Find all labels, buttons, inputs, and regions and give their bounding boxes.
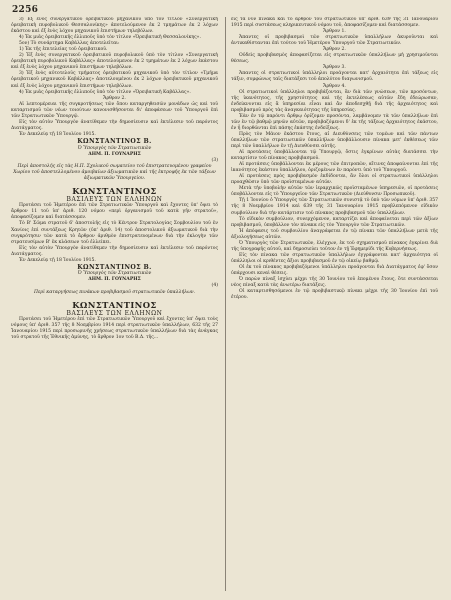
paragraph: Μετὰ τὴν ὑποβολὴν αὐτῶν τῶν ἱεραρχικῶς προϊσταμένων ὑπηρεσιῶν, οἱ προτάσεις ὑποβάλλονται εἰς τὸ Ὑπουργεῖον τῶν Στρατιωτικῶν (Διεύθυνσιν Προσωπικοῦ). [231, 186, 438, 198]
paragraph: Τὸ Β' Σῶμα στρατοῦ 6' ἀποστολῆς εἰς τὸ Κέντρον Στρατολογίας Σομβουλίου τοῦ ἐν Χανίοις ἐπὶ συντάξεως Κρητῶν (ὑπ' ἀριθ. 14) τοῦ ἀποστολικοῦ ἀξιωματικοῦ διὰ τὴν συγκρότησιν τῶν κατὰ τὸ ἄρθρον ἀριθμὸν ἐπιστρατευομένων διὰ τὴν ἐκλογὴν τῶν στρατευσίμων Β' ἐκ κλάσεων τοῦ ἐλλείπει. [11, 221, 218, 245]
paragraph: Τῇ 1 Ἰουνίου ὁ Ὑπουργὸς τῶν Στρατιωτικῶν συνιστᾷ τὸ ὑπὸ τῶν νόμων ὑπ' ἀριθ. 357 τῆς 8 Νοεμβρίου 1914 καὶ 639 τῆς 31 Ἰανουαρίου 1915 προβλεπόμενον εἰδικὸν συμβούλιον διὰ τὴν κατάρτισιν τοῦ πίνακος προβιβασμοῦ τῶν ὑπαλλήλων. [231, 198, 438, 216]
right-column [231, 17, 438, 593]
paragraph: 5ον) Τὸ συνάρτημα Καβάλλας ἀποτελεῖται: [19, 41, 120, 47]
paragraph: Οἱ στρατιωτικοὶ ὑπάλληλοι προβιβάζονται, ἂν διὰ τῶν γνώσεων, τῶν προσόντων, τῆς ἱκανότητος, τῆς χρηστότητος καὶ τῆς ἐκτελέσεως αὐτῶν ἔδη ἐδεώρωσαν, ἐνδείκνυνται εἰς ἃ ὑπηρεσίαι εἶναι καὶ ἄν ἀποδεσχθῇ διὰ τῆς ἀρχαιότητος καὶ προβιβασμοῦ πρὸς τὰς ἀναγκαιότητας τῆς ὑπηρεσίας. [231, 89, 438, 113]
paragraph: Οἱ καταρτισθησόμενοι ἐν τῷ προβιβαστικῷ πίνακι μέχρι τῆς 30 Ἰουνίου ἐπὶ τοῦ ἐτέρου. [231, 289, 438, 301]
article-heading: Ἄρθρον 2. [323, 47, 346, 53]
minister-signature: ΔΗΜ. Π. ΓΟΥΝΑΡΗΣ [88, 277, 141, 283]
paragraph: Οἱ ἐκ τοῦ πίνακος προβιβαζόμενοι ὑπάλληλοι προάγονται διὰ Διατάγματος ἐφ' ὅσον ὑπάρχουσι κεναὶ θέσεις. [231, 264, 438, 276]
king-subtitle: ΒΑΣΙΛΕΥΣ ΤΩΝ ΕΛΛΗΝΩΝ [66, 309, 163, 317]
article-heading: Ἄρθρον 4. [323, 83, 346, 89]
paragraph: Ἡ ἀπόφασις τοῦ συμβουλίου ἀναγράφεται ἐν τῷ πίνακι τῶν ὑπαλλήλων μετὰ τῆς ἀξιολογήσεως αὐτῶν. [231, 228, 438, 240]
king-name-heading: ΚΩΝΣΤΑΝΤΙΝΟΣ [72, 299, 157, 310]
minister-title: Ὁ Ὑπουργὸς τῶν Στρατιωτικῶν [77, 271, 152, 277]
paragraph: 4) Ἐκ μιᾶς ὀρειβατικῆς ἐλλιποῦς ὑπὸ τὸν τίτλον «Ὀρειβατικὴ Θεσσαλονίκης». [19, 35, 201, 41]
paragraph: Ἐὰν ἐν τῷ παρόντι ἄρθρῳ ὁρίζομεν προσόντα, λαμβάνομεν τὰ τῶν ὑπαλλήλων ἐπὶ τῶν ἐν τῷ βαθμῷ μηνῶν αὐτῶν, προβιβαζόμενοι δ' ἐκ τῆς τάξεως ἀρχαιότητος ἑκάστου, ἐν ἦ διορθῶνται ἐπὶ πάσης ἑκάστης ἐνδείξεως. [231, 113, 438, 131]
paragraph: Εἰς τὸν πίνακα τῶν στρατιωτικῶν ὑπαλλήλων ἐγγράφονται κατ' ἀρχαιότητα οἱ ὑπάλληλοι οἱ κριθέντες ἄξιοι προβιβασμοῦ ἐν τῷ οἰκείῳ βαθμῷ. [231, 252, 438, 264]
paragraph: Τὸ εἰδικὸν συμβούλιον, συνερχόμενον, καταρτίζει καὶ ἀποφαίνεται περὶ τῶν ἀξίων προβιβασμοῦ, ὑποβάλλον τὸν πίνακα εἰς τὸν Ὑπουργὸν τῶν Στρατιωτικῶν. [231, 216, 438, 228]
paragraph: 3) Ἐξ ἑνὸς συνεργατικοῦ ὀρειβατικοῦ μηχανικοῦ ὑπὸ τὸν τίτλον «Συνεργατικὴ ὀρειβατικὴ πυροβολικοῦ Θεσσαλονίκης» ἀποτελούμενον ἐκ 2 τμημάτων ἐκ 2 λόχων ἑκάστου καὶ ἐξ ἑνὸς λόχου μηχανικοῦ ἐπιστήμων τηλεβόλων. [11, 17, 218, 35]
paragraph: 3) Ἐξ ἑνὸς αὐτοτελοῦς τμήματος ὀρειβατικοῦ μηχανικοῦ ὑπὸ τὸν τίτλον «Τμῆμα ὀρειβατικοῦ μηχανικοῦ Καβάλλας» ἀποτελουμένου ἐκ 2 λόχων ὀρειβατικοῦ μηχανικοῦ καὶ ἐξ ἑνὸς λόχου μηχανικοῦ ἐπιστήμων τηλεβόλων. [11, 71, 218, 89]
paragraph: Οὐδεὶς προβιβασμὸς ἀποφασίζεται εἰς στρατιωτικῶν ὑπαλλήλων μὴ χρησιμοῦνται θέσεως. [231, 53, 438, 65]
paragraph: 4) Ἐκ μιᾶς ὀρειβατικῆς ἐλλιποῦς ὑπὸ τὸν τίτλον «Ὀρειβατικὴ Καβάλλας». [19, 89, 191, 95]
paragraph: Προτάσει τοῦ Ἡμετέρου ἐπὶ τῶν Στρατιωτικῶν Ὑπουργοῦ καὶ ἔχοντες ὑπ' ὄψει τὸ ἄρθρον 11 τοῦ ὑπ' ἀριθ. 120 νόμου «περὶ ὀργανισμοῦ τοῦ κατὰ γῆν στρατοῦ», ἀποφασίζομεν καὶ διατάσσομεν. [11, 203, 218, 221]
paragraph: Ἀπαντες οἱ προβιβασμοὶ τῶν στρατιωτικῶν ὑπαλλήλων ἀκυροῦνται καὶ ἀντικαθίστανται ἐπὶ τούτου τοῦ Ἡμετέρου Ὑπουργοῦ τῶν Στρατιωτικῶν. [231, 35, 438, 47]
article-heading: Ἄρθρον 2. [103, 95, 126, 101]
page-number: 2256 [12, 5, 39, 15]
paragraph: Ἀπαντες οἱ στρατιωτικοὶ ὑπάλληλοι προάγονται κατ' ἀρχαιότητα ἐπὶ τάξεως εἰς τάξιν, συμφώνως ταῖς διατάξεσι τοῦ ἀπολύτου διαγωνισμοῦ. [231, 71, 438, 83]
king-name-heading: ΚΩΝΣΤΑΝΤΙΝΟΣ [72, 185, 157, 196]
paragraph: Ὁ παρὼν πίναξ ἰσχύει μέχρι τῆς 30 Ἰουνίου τοῦ ἐπομένου ἔτους, ὅτε συντάσσεται νέος πίναξ κατὰ τὰς ἀνωτέρω διατάξεις. [231, 277, 438, 289]
minister-title: Ὁ Ὑπουργὸς τῶν Στρατιωτικῶν [77, 145, 152, 151]
paragraph: 1) Ἐκ τῆς ἐπιτελείας τοῦ ὀρειβατικοῦ. [19, 47, 108, 53]
article-heading: Ἄρθρον 3. [323, 65, 346, 71]
paragraph: Αἱ προτάσεις ὑποβάλλονται τῷ Ὑπουργῷ, ὅστις ἐγκρίνων αὐτὰς διατάσσει τὴν καταρτίσιν τοῦ πίνακος προβιβασμοῦ. [231, 150, 438, 162]
column-divider [225, 17, 226, 591]
minister-signature: ΔΗΜ. Π. ΓΟΥΝΑΡΗΣ [88, 151, 141, 157]
paragraph: Πρὸς τὸν Μάιον ἑκάστου ἔτους, αἱ Διευθύνσεις τῶν τομέων καὶ τῶν πάντων ὑπαλλήλων τῶν στρατιωτικῶν ὑπαλλήλων ὑποβάλλουσιν πίνακα μετ' ἐκθέσεως τῶν περὶ τῶν ὑπαλλήλων ἐν τῇ Διευθύνσει αὐτῆς. [231, 131, 438, 149]
decree-number: (3) [211, 157, 218, 163]
king-signature: ΚΩΝΣΤΑΝΤΙΝΟΣ Β. [77, 137, 152, 145]
decree-date: Ἐν Δεκελείᾳ τῇ 18 Ἰουλίου 1915. [19, 131, 96, 137]
paragraph: Αἱ προτάσεις πρὸς προβιβασμὸν ἐκδίδονται, ἂν ὅλοι οἱ στρατιωτικοὶ ὑπάλληλοι προαχθῶσιν ὑπὸ τῶν προϊσταμένων αὐτῶν. [231, 174, 438, 186]
paragraph: Προτάσει τοῦ Ἡμετέρου ἐπὶ τῶν Στρατιωτικῶν Ὑπουργοῦ καὶ ἔχοντες ὑπ' ὄψει τοὺς νόμους ὑπ' ἀριθ. 357 τῆς 8 Νοεμβρίου 1914 περὶ στρατιωτικῶν ὑπαλλήλων, 632 τῆς 27 Ἰανουαρίου 1915 περὶ προσωρινῆς χρήσεως στρατιωτικῶν ὑπαλλήλων διὰ τὰς ἀνάγκας τοῦ στρατοῦ τῆς Ἐθνικῆς ἀμύνης, τὸ ἄρθρον 1ον τοῦ Β.Δ. τῆς... [11, 317, 218, 341]
left-column [11, 17, 218, 593]
paragraph: Αἱ προτάσεις ὑποβάλλονται ἐκ μέρους τῶν ἐπιτροπῶν, αἵτινες ἀποφαίνονται ἐπὶ τῆς ἱκανότητος ἑκάστου ὑπαλλήλου, ὁριζομένων ἐν παρόντι ὑπὸ τοῦ Ὑπουργοῦ. [231, 162, 438, 174]
king-subtitle: ΒΑΣΙΛΕΥΣ ΤΩΝ ΕΛΛΗΝΩΝ [66, 195, 163, 203]
paragraph: Ὁ Ὑπουργὸς τῶν Στρατιωτικῶν, ἐλέγχων, ἐκ τοῦ σχηματισμοῦ πίνακος ἐγκρίνει διὰ τῆς ὑπογραφῆς αὐτοῦ, καὶ δημοσιεύει τοῦτον ἐν τῇ Ἐφημερίδι τῆς Κυβερνήσεως. [231, 240, 438, 252]
paragraph: εἰς τὰ νῦν πίνακα καὶ τὸ ἄρθρον τοῦ στρατιωτικοῦ ὑπ' ἀριθ. 639 τῆς 31 Ἰανουαρίου 1915 περὶ συστάσεως κληρικευτικοῦ νόμου τοῦ, ἀποφασίζομεν καὶ διατάσσομεν. [231, 17, 438, 29]
paragraph: Αἱ λεπτομέρειαι τῆς συγκροτήσεως τῶν ὅπου καταργηθεισῶν μονάδων ὡς καὶ τοῦ καταρτισμοῦ τῶν νέων τοιούτων κανονισθήσονται δι' ἀποφάσεων τοῦ Ὑπουργοῦ ἐπὶ τῶν Στρατιωτικῶν Ὑπουργῷ. [11, 101, 218, 119]
king-signature: ΚΩΝΣΤΑΝΤΙΝΟΣ Β. [77, 263, 152, 271]
paragraph: Εἰς τὸν αὐτὸν Ὑπουργὸν ἀνατίθεμεν τὴν δημοσίευσιν καὶ ἐκτέλεσιν τοῦ παρόντος Διατάγματος. [11, 119, 218, 131]
paragraph: Εἰς τὸν αὐτὸν Ὑπουργὸν ἀνατίθεμεν τὴν δημοσίευσιν καὶ ἐκτέλεσιν τοῦ παρόντος Διατάγματος. [11, 245, 218, 257]
decree-title: Περὶ καταργήσεως πινάκων προβιβασμοῦ στρατιωτικῶν ὑπαλλήλων. [34, 289, 195, 295]
decree-date: Ἐν Δεκελείᾳ τῇ 18 Ἰουλίου 1915. [19, 257, 96, 263]
article-heading: Ἄρθρον 1. [323, 29, 346, 35]
decree-number: (4) [211, 283, 218, 289]
decree-title: Περὶ ἀποστολῆς εἰς τὰς Η.Π. Σχολικοῦ σωματείου τοῦ ἐπιστρατευομένου γραφείου Χωρίου τοῦ ἀποστελλομένου ἀμοιβαίων ἀξιωματικῶν καὶ τῆς ἐκτροφῆς ἐκ τῶν τάξεων ἀξιωματικῶν Ὑπουργείου. [13, 163, 216, 181]
paragraph: 2) Ἐξ ἑνὸς συνεργατικοῦ ὀρειβατικοῦ πυροβολικοῦ ὑπὸ τὸν τίτλον «Συνεργατικὴ ὀρειβατικὴ πυροβολικοῦ Καβάλλας» ἀποτελούμενον ἐκ 2 τμημάτων ἐκ 2 λόχων ἑκάστου καὶ ἐξ ἑνὸς λόχου μηχανικοῦ ἐπιστήμων τηλεβόλων. [11, 53, 218, 71]
